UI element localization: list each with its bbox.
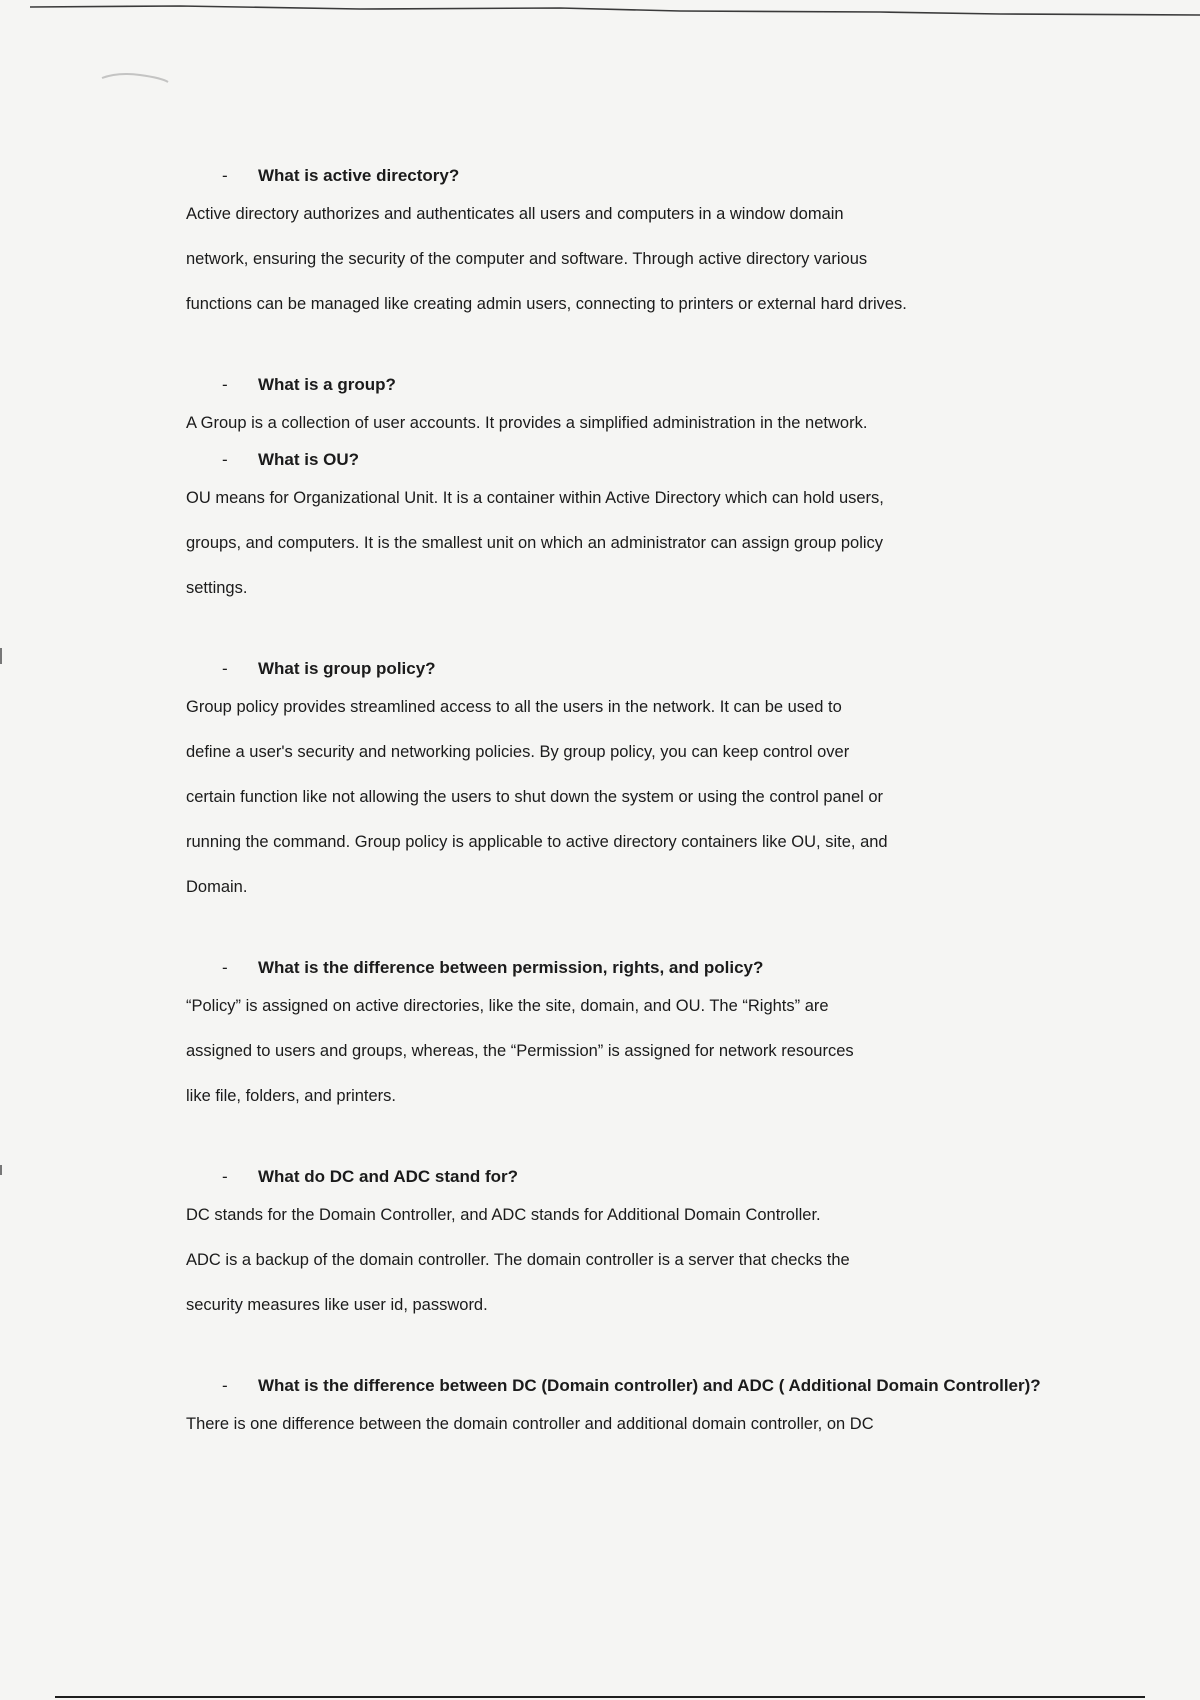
paragraph-line: Domain.	[186, 878, 248, 896]
section-paragraph	[186, 1193, 1086, 1328]
scan-edge-left-mark	[0, 1165, 2, 1175]
heading-text: What is the difference between permission, rights, and policy?	[258, 958, 764, 977]
heading-text: What is group policy?	[258, 659, 436, 678]
section-paragraph	[186, 984, 1086, 1119]
paragraph-line: functions can be managed like creating admin users, connecting to printers or external hard drives.	[186, 295, 907, 313]
section-active-directory	[186, 166, 1086, 327]
paragraph-line: Group policy provides streamlined access to all the users in the network. It can be used to	[186, 698, 842, 716]
section-group-policy	[186, 659, 1086, 910]
paragraph-line: settings.	[186, 579, 248, 597]
heading-text: What do DC and ADC stand for?	[258, 1167, 519, 1186]
section-paragraph	[186, 1402, 1086, 1447]
section-permission-rights-policy	[186, 958, 1086, 1119]
document-body	[186, 166, 1086, 1447]
section-ou	[186, 450, 1086, 611]
section-heading: - What is a group?	[222, 375, 396, 394]
paragraph-line: Active directory authorizes and authenticates all users and computers in a window domain	[186, 205, 844, 223]
heading-text: What is OU?	[258, 450, 360, 469]
heading-text: What is a group?	[258, 375, 396, 394]
section-heading: - What is the difference between DC (Domain controller) and ADC ( Additional Domain Controller)?	[222, 1376, 1041, 1395]
paragraph-line: running the command. Group policy is applicable to active directory containers like OU, site, and	[186, 833, 888, 851]
section-heading: - What is OU?	[222, 450, 360, 469]
paragraph-line: DC stands for the Domain Controller, and ADC stands for Additional Domain Controller.	[186, 1206, 821, 1224]
paragraph-line: OU means for Organizational Unit. It is a container within Active Directory which can hold users,	[186, 489, 884, 507]
paragraph-line: ADC is a backup of the domain controller. The domain controller is a server that checks the	[186, 1251, 850, 1269]
section-heading: - What is the difference between permission, rights, and policy?	[222, 958, 764, 977]
section-heading: - What do DC and ADC stand for?	[222, 1167, 519, 1186]
heading-text: What is active directory?	[258, 166, 460, 185]
section-paragraph	[186, 192, 1086, 327]
paragraph-line: “Policy” is assigned on active directories, like the site, domain, and OU. The “Rights” are	[186, 997, 829, 1015]
paragraph-line: assigned to users and groups, whereas, the “Permission” is assigned for network resources	[186, 1042, 854, 1060]
paragraph-line: security measures like user id, password.	[186, 1296, 488, 1314]
paragraph-line: groups, and computers. It is the smallest unit on which an administrator can assign group policy	[186, 534, 884, 552]
paragraph-line: A Group is a collection of user accounts. It provides a simplified administration in the network.	[186, 414, 868, 432]
section-paragraph	[186, 685, 1086, 910]
section-heading: - What is active directory?	[222, 166, 460, 185]
scan-edge-top	[0, 4, 1200, 16]
heading-text: What is the difference between DC (Domain controller) and ADC ( Additional Domain Controller)?	[258, 1376, 1041, 1395]
section-dc-adc-difference	[186, 1376, 1086, 1447]
scan-edge-bottom	[55, 1696, 1145, 1698]
section-paragraph	[186, 476, 1086, 611]
scan-edge-left-mark	[0, 648, 2, 664]
section-paragraph	[186, 401, 1086, 446]
paragraph-line: define a user's security and networking policies. By group policy, you can keep control over	[186, 743, 850, 761]
section-dc-adc-meaning	[186, 1167, 1086, 1328]
paragraph-line: like file, folders, and printers.	[186, 1087, 397, 1105]
paragraph-line: There is one difference between the domain controller and additional domain controller, on DC	[186, 1415, 874, 1433]
section-heading: - What is group policy?	[222, 659, 436, 678]
scan-smudge	[100, 70, 170, 86]
section-group	[186, 375, 1086, 446]
paragraph-line: certain function like not allowing the users to shut down the system or using the control panel or	[186, 788, 884, 806]
paragraph-line: network, ensuring the security of the computer and software. Through active directory various	[186, 250, 868, 268]
